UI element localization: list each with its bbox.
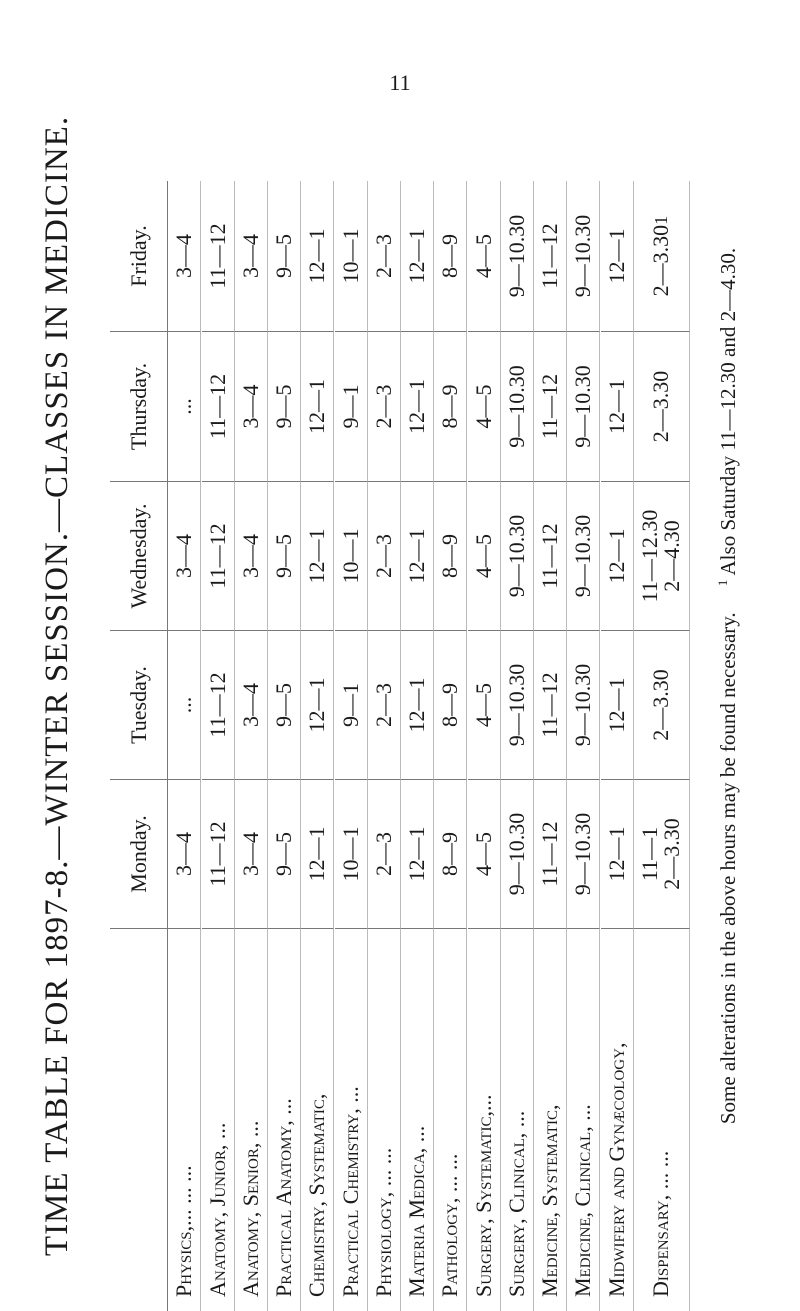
- time-cell: 3—4: [235, 331, 268, 481]
- time-cell: [634, 779, 690, 928]
- day-header: Monday.: [110, 779, 168, 928]
- time-cell: 11—12: [202, 481, 235, 630]
- subject-cell: Medicine, Clinical, ...: [567, 928, 600, 1311]
- subject-cell: Surgery, Systematic,...: [468, 928, 501, 1311]
- time-cell: 3—4: [168, 779, 201, 928]
- subject-cell: Dispensary, ... ...: [634, 928, 690, 1311]
- time-cell: 3—4: [235, 181, 268, 331]
- time-cell: 3—4: [235, 481, 268, 630]
- footnote: [706, 61, 740, 1311]
- time-value: 2—3.30: [648, 224, 674, 297]
- timetable: [110, 181, 690, 1311]
- time-cell: [634, 181, 690, 331]
- subject-header: [110, 928, 168, 1311]
- time-cell: 3—4: [235, 779, 268, 928]
- time-cell: 12—1: [301, 181, 334, 331]
- time-cell: 11—12: [202, 779, 235, 928]
- time-value: 2—4.30: [659, 520, 685, 592]
- time-cell: 2—3: [368, 181, 401, 331]
- time-cell: 11—12: [534, 779, 567, 928]
- time-cell: 9—5: [268, 779, 301, 928]
- time-cell: 8—9: [434, 779, 467, 928]
- time-cell: 12—1: [301, 779, 334, 928]
- time-cell: 9—10.30: [567, 630, 600, 779]
- time-cell: 9—1: [335, 331, 368, 481]
- time-cell: 8—9: [434, 331, 467, 481]
- time-cell: 12—1: [401, 481, 434, 630]
- time-cell: 12—1: [301, 481, 334, 630]
- time-cell: ...: [168, 630, 201, 779]
- subject-cell: Physics,... ... ...: [168, 928, 201, 1311]
- time-cell: 12—1: [401, 779, 434, 928]
- time-value: 11—12.30: [637, 509, 663, 603]
- time-cell: 9—10.30: [567, 481, 600, 630]
- time-cell: 2—3: [368, 630, 401, 779]
- page-number: 11: [389, 70, 411, 95]
- time-cell: 9—10.30: [501, 181, 534, 331]
- time-cell: 11—12: [534, 481, 567, 630]
- subject-cell: Chemistry, Systematic,: [301, 928, 334, 1311]
- time-cell: 12—1: [601, 779, 634, 928]
- time-cell: 9—10.30: [567, 181, 600, 331]
- time-cell: 4—5: [468, 481, 501, 630]
- time-cell: 9—10.30: [567, 779, 600, 928]
- time-cell: 11—12: [534, 331, 567, 481]
- page-title: TIME TABLE FOR 1897-8.—WINTER SESSION.—CLASSES IN MEDICINE.: [39, 115, 75, 1257]
- time-cell: [634, 481, 690, 630]
- time-cell: 12—1: [401, 181, 434, 331]
- time-cell: 2—3: [368, 779, 401, 928]
- time-cell: 4—5: [468, 331, 501, 481]
- subject-cell: Physiology, ... ...: [368, 928, 401, 1311]
- time-cell: 10—1: [335, 481, 368, 630]
- time-cell: 9—10.30: [567, 331, 600, 481]
- time-cell: 4—5: [468, 779, 501, 928]
- day-header: Thursday.: [110, 331, 168, 481]
- subject-cell: Midwifery and Gynæcology,: [601, 928, 634, 1311]
- time-value: 11—1: [637, 826, 663, 882]
- time-cell: 11—12: [202, 331, 235, 481]
- time-cell: 2—3: [368, 481, 401, 630]
- time-cell: 12—1: [301, 630, 334, 779]
- time-cell: 12—1: [401, 630, 434, 779]
- time-cell: 10—1: [335, 181, 368, 331]
- time-cell: 8—9: [434, 481, 467, 630]
- time-cell: 12—1: [401, 331, 434, 481]
- time-cell: 9—10.30: [501, 779, 534, 928]
- time-cell: 12—1: [601, 181, 634, 331]
- time-cell: ...: [168, 331, 201, 481]
- time-cell: 4—5: [468, 630, 501, 779]
- day-header: Wednesday.: [110, 481, 168, 630]
- subject-cell: Pathology, ... ...: [434, 928, 467, 1311]
- time-cell: 9—10.30: [501, 481, 534, 630]
- time-cell: 9—5: [268, 181, 301, 331]
- subject-cell: Anatomy, Senior, ...: [235, 928, 268, 1311]
- footnote-marker: 1: [715, 579, 730, 587]
- footnote-text: Some alterations in the above hours may be found necessary.: [716, 612, 740, 1125]
- time-cell: 11—12: [202, 181, 235, 331]
- time-cell: 2—3.30: [634, 331, 690, 481]
- subject-cell: Practical Anatomy, ...: [268, 928, 301, 1311]
- subject-cell: Practical Chemistry, ...: [335, 928, 368, 1311]
- time-cell: 3—4: [168, 181, 201, 331]
- time-cell: 3—4: [168, 481, 201, 630]
- time-cell: 2—3.30: [634, 630, 690, 779]
- time-cell: 8—9: [434, 181, 467, 331]
- time-value: 2—3.30: [659, 818, 685, 890]
- time-cell: 12—1: [601, 331, 634, 481]
- day-header: Tuesday.: [110, 630, 168, 779]
- time-cell: 10—1: [335, 779, 368, 928]
- time-cell: 4—5: [468, 181, 501, 331]
- time-cell: 8—9: [434, 630, 467, 779]
- subject-cell: Anatomy, Junior, ...: [202, 928, 235, 1311]
- time-cell: 11—12: [534, 181, 567, 331]
- time-cell: 2—3: [368, 331, 401, 481]
- subject-cell: Surgery, Clinical, ...: [501, 928, 534, 1311]
- time-cell: 12—1: [301, 331, 334, 481]
- subject-cell: Materia Medica, ...: [401, 928, 434, 1311]
- time-cell: 9—10.30: [501, 630, 534, 779]
- time-cell: 12—1: [601, 630, 634, 779]
- time-cell: 9—5: [268, 331, 301, 481]
- time-cell: 3—4: [235, 630, 268, 779]
- subject-cell: Medicine, Systematic,: [534, 928, 567, 1311]
- time-cell: 9—5: [268, 630, 301, 779]
- footnote-second: Also Saturday 11—12.30 and 2—4.30.: [716, 247, 740, 576]
- time-cell: 9—5: [268, 481, 301, 630]
- time-cell: 9—10.30: [501, 331, 534, 481]
- time-cell: 11—12: [202, 630, 235, 779]
- day-header: Friday.: [110, 181, 168, 331]
- time-cell: 11—12: [534, 630, 567, 779]
- time-cell: 12—1: [601, 481, 634, 630]
- time-cell: 9—1: [335, 630, 368, 779]
- footnote-marker: 1: [650, 215, 671, 225]
